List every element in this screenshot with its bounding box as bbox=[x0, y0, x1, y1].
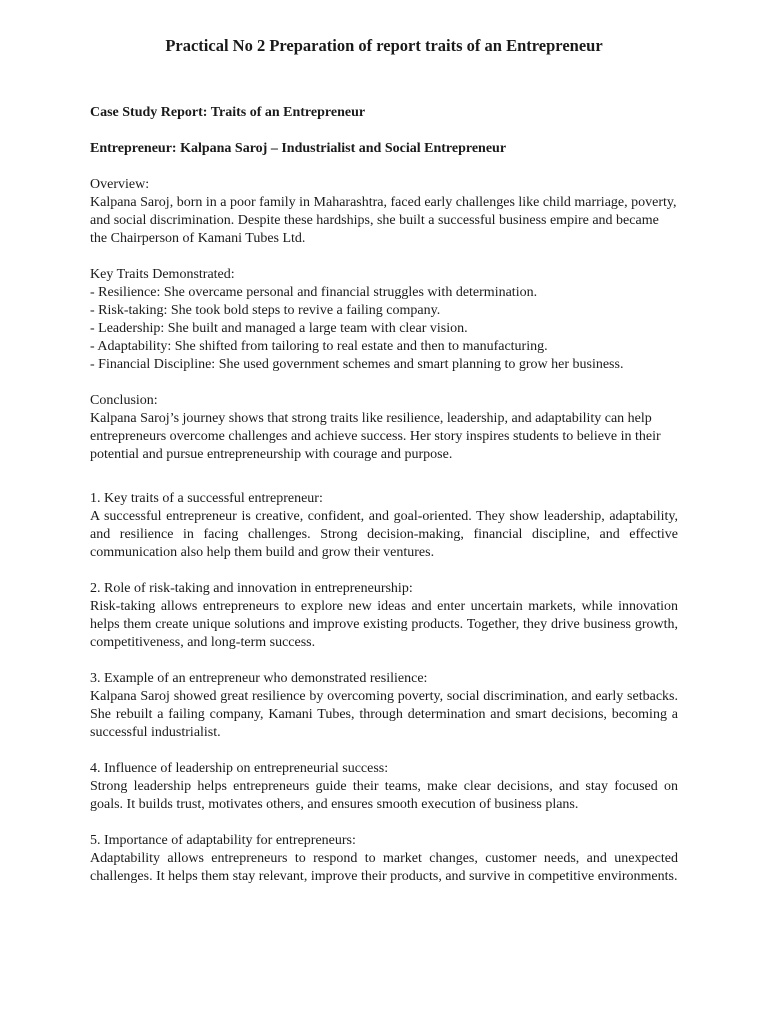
trait-item: - Leadership: She built and managed a large team with clear vision. bbox=[90, 321, 468, 336]
question-section-2 bbox=[90, 580, 678, 652]
key-traits-section bbox=[90, 266, 678, 374]
question-heading: 3. Example of an entrepreneur who demonstrated resilience: bbox=[90, 671, 428, 686]
question-answer: Strong leadership helps entrepreneurs guide their teams, make clear decisions, and stay focused on goals. It builds trust, motivates others, and ensures smooth execution of business plans. bbox=[90, 779, 678, 812]
overview-text: Kalpana Saroj, born in a poor family in Maharashtra, faced early challenges like child marriage, poverty, and social discrimination. Despite these hardships, she built a successful business empire and became the Chairperson of Kamani Tubes Ltd. bbox=[90, 195, 677, 246]
trait-item: - Financial Discipline: She used government schemes and smart planning to grow her business. bbox=[90, 357, 624, 372]
page-title: Practical No 2 Preparation of report traits of an Entrepreneur bbox=[165, 36, 603, 55]
overview-section bbox=[90, 176, 678, 248]
entrepreneur-heading: Entrepreneur: Kalpana Saroj – Industrialist and Social Entrepreneur bbox=[90, 141, 507, 156]
question-answer: Kalpana Saroj showed great resilience by overcoming poverty, social discrimination, and early setbacks. She rebuilt a failing company, Kamani Tubes, through determination and smart decisions, becoming a successful industrialist. bbox=[90, 689, 678, 740]
question-section-4 bbox=[90, 760, 678, 814]
question-answer: A successful entrepreneur is creative, confident, and goal-oriented. They show leadership, adaptability, and resilience in facing challenges. Strong decision-making, financial discipline, and effective communication also help them build and grow their ventures. bbox=[90, 509, 678, 560]
question-section-3 bbox=[90, 670, 678, 742]
question-heading: 5. Importance of adaptability for entrepreneurs: bbox=[90, 833, 356, 848]
question-section-1 bbox=[90, 490, 678, 562]
overview-label: Overview: bbox=[90, 177, 150, 192]
question-section-5 bbox=[90, 832, 678, 886]
question-heading: 4. Influence of leadership on entrepreneurial success: bbox=[90, 761, 389, 776]
document-page bbox=[90, 36, 678, 904]
conclusion-section bbox=[90, 392, 678, 464]
trait-item: - Adaptability: She shifted from tailoring to real estate and then to manufacturing. bbox=[90, 339, 548, 354]
conclusion-text: Kalpana Saroj’s journey shows that strong traits like resilience, leadership, and adaptability can help entrepreneurs overcome challenges and achieve success. Her story inspires students to believe in their potential and pursue entrepreneurship with courage and purpose. bbox=[90, 411, 661, 462]
trait-item: - Risk-taking: She took bold steps to revive a failing company. bbox=[90, 303, 441, 318]
question-heading: 1. Key traits of a successful entrepreneur: bbox=[90, 491, 323, 506]
report-heading: Case Study Report: Traits of an Entrepreneur bbox=[90, 105, 366, 120]
conclusion-label: Conclusion: bbox=[90, 393, 158, 408]
trait-item: - Resilience: She overcame personal and financial struggles with determination. bbox=[90, 285, 538, 300]
key-traits-label: Key Traits Demonstrated: bbox=[90, 267, 235, 282]
question-answer: Risk-taking allows entrepreneurs to explore new ideas and enter uncertain markets, while innovation helps them create unique solutions and improve existing products. Together, they drive business growth, competitiveness, and long-term success. bbox=[90, 599, 678, 650]
question-answer: Adaptability allows entrepreneurs to respond to market changes, customer needs, and unexpected challenges. It helps them stay relevant, improve their products, and survive in competitive environments. bbox=[90, 851, 678, 884]
question-heading: 2. Role of risk-taking and innovation in entrepreneurship: bbox=[90, 581, 413, 596]
